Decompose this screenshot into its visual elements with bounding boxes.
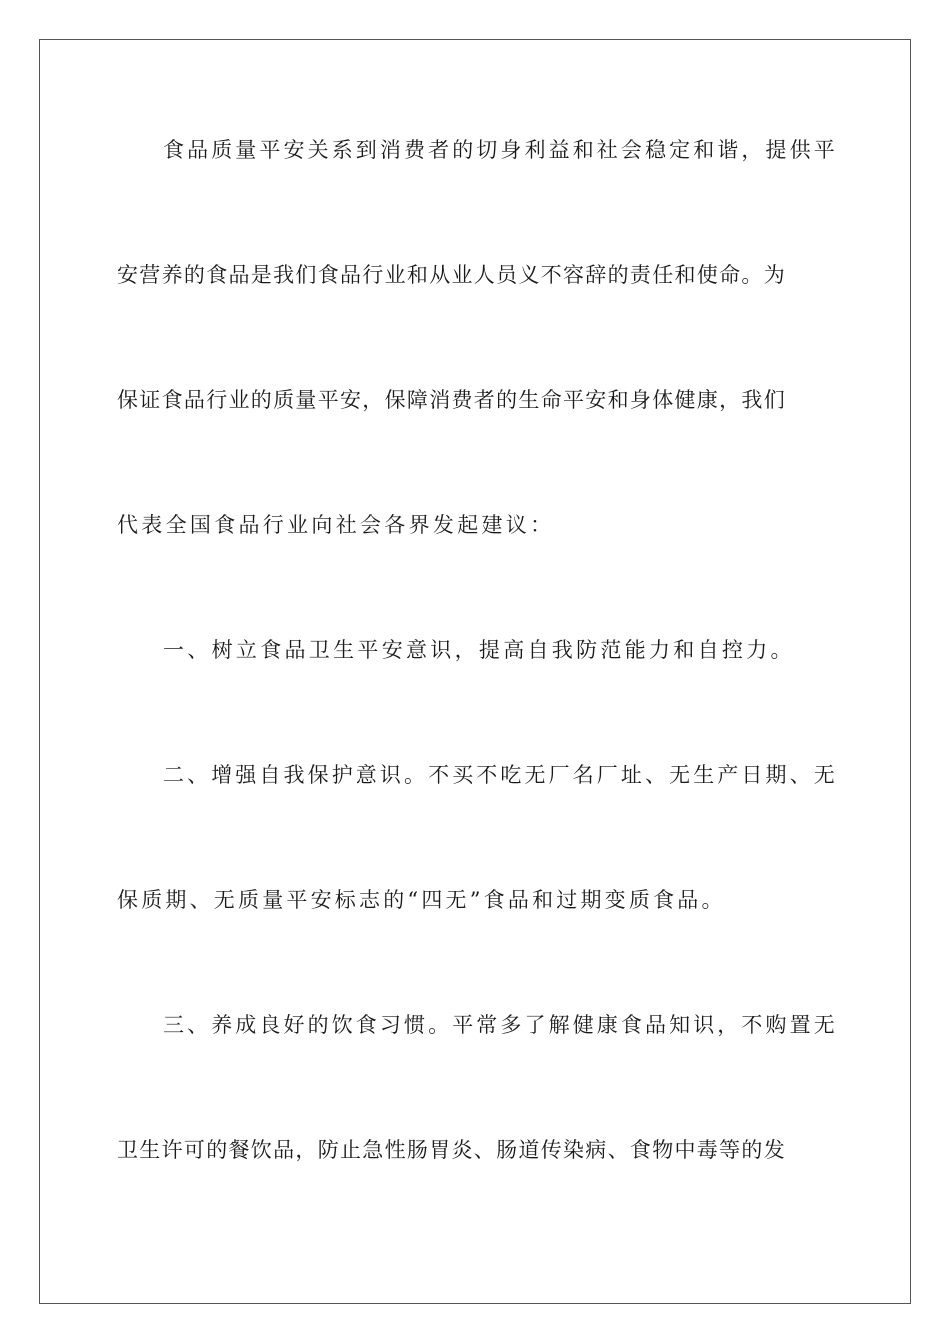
paragraph-intro-line-1: 食品质量平安关系到消费者的切身利益和社会稳定和谐，提供平 xyxy=(163,138,838,162)
item-two-line-1: 二、增强自我保护意识。不买不吃无厂名厂址、无生产日期、无 xyxy=(163,763,838,787)
item-three-line-2: 卫生许可的餐饮品，防止急性肠胃炎、肠道传染病、食物中毒等的发 xyxy=(117,1138,786,1162)
paragraph-intro-line-3: 保证食品行业的质量平安，保障消费者的生命平安和身体健康，我们 xyxy=(117,388,786,412)
paragraph-intro-line-4: 代表全国食品行业向社会各界发起建议： xyxy=(117,513,555,537)
item-three-line-1: 三、养成良好的饮食习惯。平常多了解健康食品知识，不购置无 xyxy=(163,1013,838,1037)
item-two-line-2: 保质期、无质量平安标志的“四无”食品和过期变质食品。 xyxy=(117,888,726,912)
paragraph-intro-line-2: 安营养的食品是我们食品行业和从业人员义不容辞的责任和使命。为 xyxy=(117,263,786,287)
item-one: 一、树立食品卫生平安意识，提高自我防范能力和自控力。 xyxy=(163,638,795,662)
page-border xyxy=(39,39,911,1304)
